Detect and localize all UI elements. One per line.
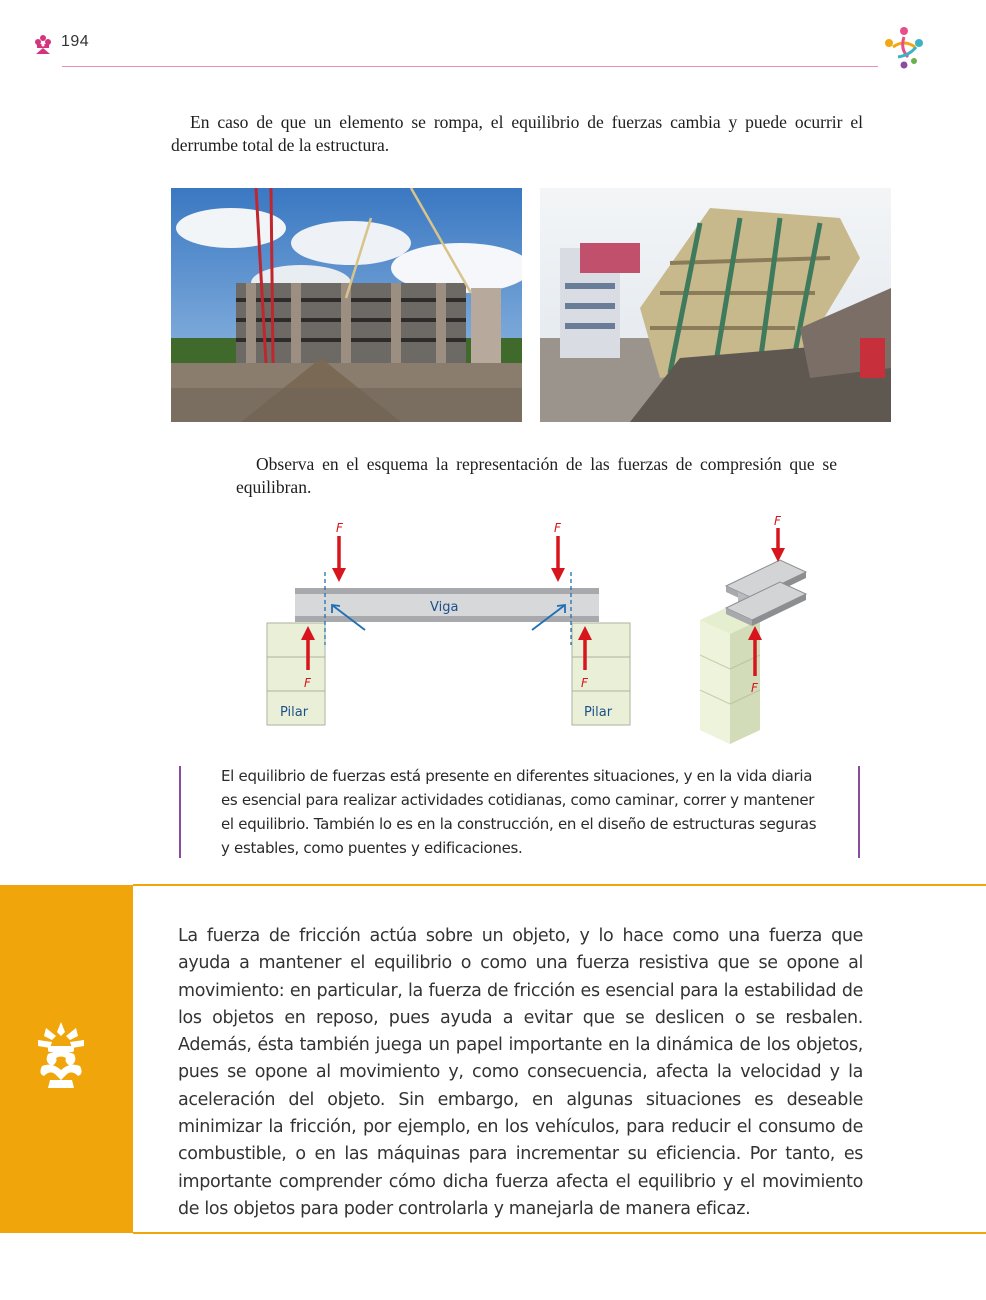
force-label-left-bottom: F [304,676,311,690]
beam-label: Viga [430,600,459,615]
note-paragraph: El equilibrio de fuerzas está presente en diferentes situaciones, y en la vida diaria es esencial para realizar actividades cotidianas, como caminar, correr y mantener el equilibrio. También lo es en la construcción, en el diseño de estructuras seguras y estables, como puentes y edificaciones. [221,767,817,857]
force-arrow-right-down [551,536,565,582]
note-right-bar [858,766,860,858]
section-bottom-rule [133,1232,986,1234]
left-pillar-label: Pilar [280,705,309,720]
isometric-column [700,606,760,744]
building-under-construction-photo [171,188,522,422]
schema-paragraph: Observa en el esquema la representación de las fuerzas de compresión que se equilibran. [236,454,837,497]
isometric-i-beam [726,560,806,626]
force-label-left-top: F [336,521,343,535]
compression-forces-diagram [240,510,840,755]
section-top-rule [133,884,986,886]
colorful-people-logo-icon [880,25,928,71]
ornament-tree-icon [34,1022,88,1090]
force-arrow-left-down [332,536,346,582]
note-left-bar [179,766,181,858]
force-arrow-column-down [771,528,785,562]
intro-paragraph: En caso de que un elemento se rompa, el equilibrio de fuerzas cambia y puede ocurrir el derrumbe total de la estructura. [171,112,863,155]
right-pillar-label: Pilar [584,705,613,720]
force-label-right-top: F [554,521,561,535]
force-label-right-bottom: F [581,676,588,690]
friction-paragraph: La fuerza de fricción actúa sobre un objeto, y lo hace como una fuerza que ayuda a mantener el equilibrio o como una fuerza resistiva que se opone al movimiento: en particular, la fuerza de fricción es esencial para la estabilidad de los objetos en reposo, pues ayuda a evitar que se deslicen o se resbalen. Además, ésta también juega un papel importante en la dinámica de los objetos, pues se opone al movimiento y, como consecuencia, afecta la velocidad y la aceleración del objeto. Sin embargo, en algunas situaciones es deseable minimizar la fricción, por ejemplo, en los vehículos, para reducir el consumo de combustible, o en las máquinas para incrementar su eficiencia. Por tanto, es importante comprender cómo dicha fuerza afecta el equilibrio y el movimiento de los objetos para poder controlarla y manejarla de manera eficaz. [178,926,863,1219]
page-number: 194 [61,33,90,50]
header-divider [62,66,878,67]
ornament-flower-icon [33,33,53,55]
force-label-column-top: F [774,514,781,528]
force-label-column-bottom: F [751,681,758,695]
collapsed-building-photo [540,188,891,422]
